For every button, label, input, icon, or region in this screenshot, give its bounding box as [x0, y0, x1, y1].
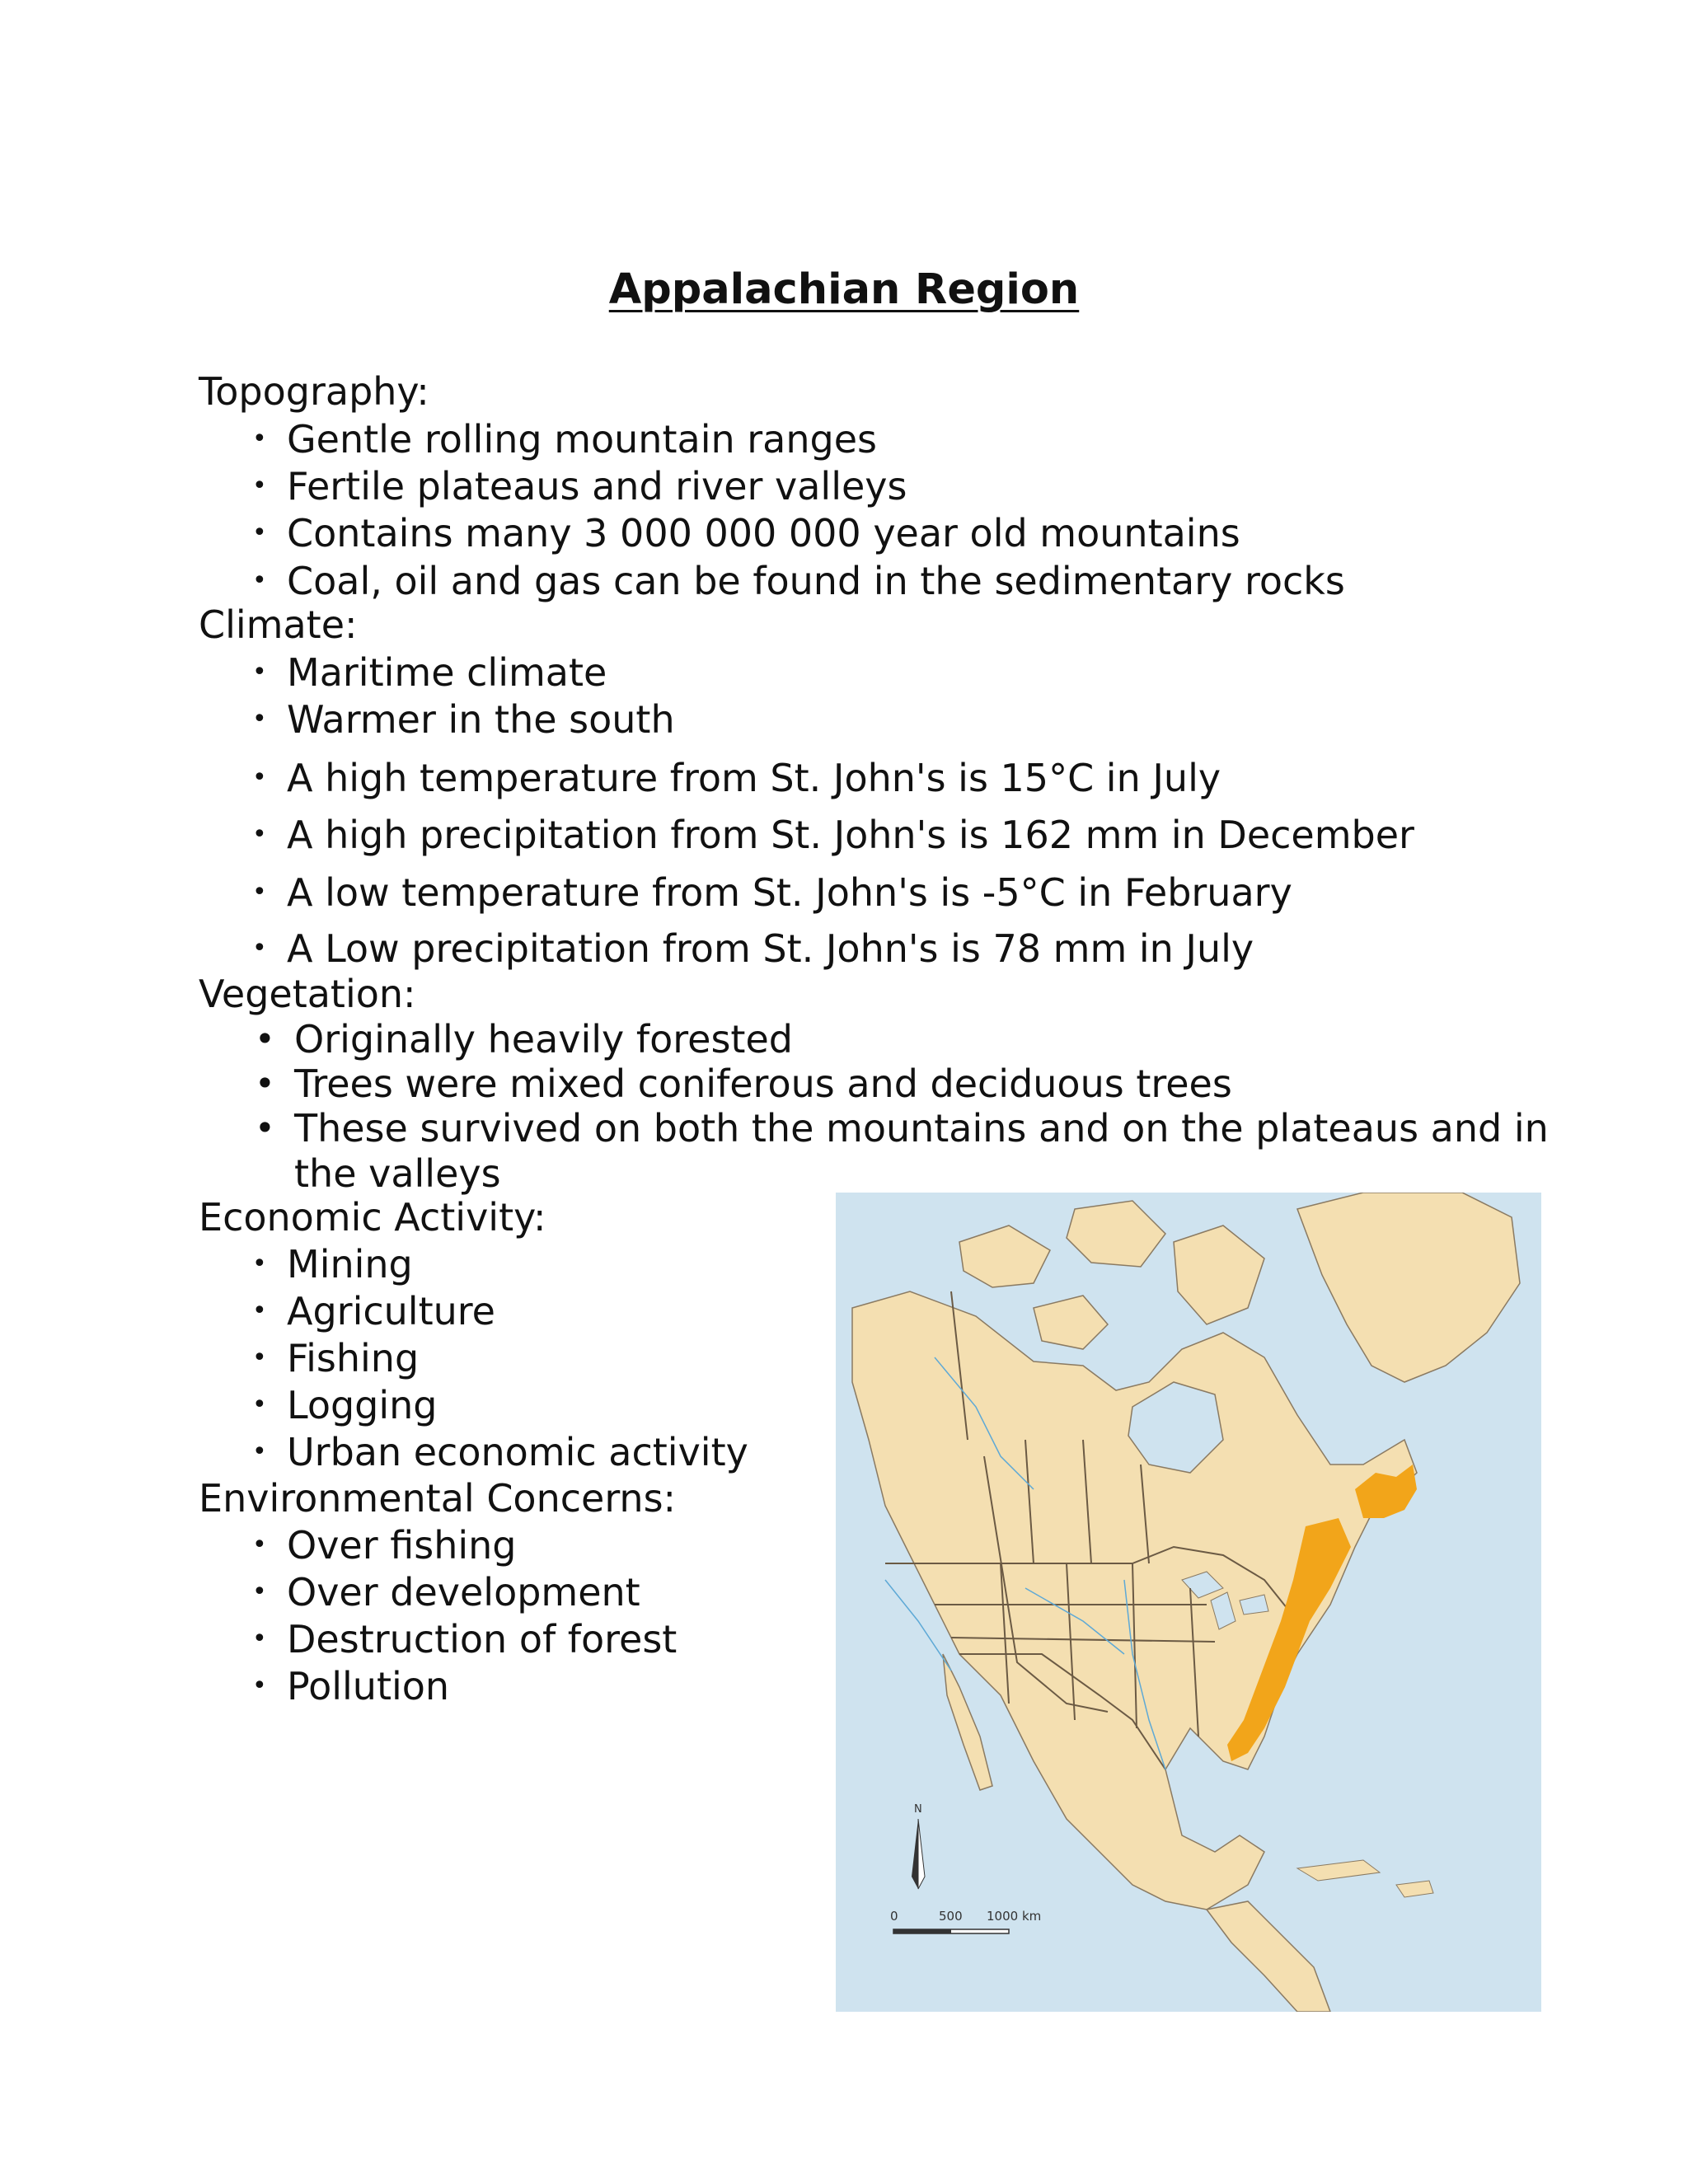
- climate-heading: Climate:: [199, 602, 358, 647]
- bullet: •: [252, 1249, 267, 1278]
- north-america-map: [836, 1193, 1541, 2012]
- economic-heading: Economic Activity:: [199, 1195, 546, 1240]
- bullet: •: [252, 1437, 267, 1466]
- bullet: •: [252, 820, 267, 849]
- bullet: •: [252, 1624, 267, 1653]
- list-item: • Warmer in the south: [252, 697, 675, 742]
- scale-bar: [893, 1929, 1009, 1933]
- bullet: •: [255, 1108, 275, 1148]
- bullet: •: [252, 1530, 267, 1559]
- bullet: •: [252, 1296, 267, 1325]
- bullet: •: [252, 1343, 267, 1372]
- bullet: •: [255, 1019, 275, 1059]
- list-item-continuation: the valleys: [294, 1151, 501, 1196]
- list-item: • Originally heavily forested: [255, 1017, 793, 1062]
- scale-label-0: 0: [890, 1909, 898, 1924]
- list-item: • Coal, oil and gas can be found in the sedimentary rocks: [252, 559, 1345, 603]
- bullet: •: [252, 878, 267, 907]
- environmental-heading: Environmental Concerns:: [199, 1476, 677, 1521]
- bullet: •: [252, 424, 267, 453]
- list-item: • Maritime climate: [252, 650, 607, 695]
- list-item: • Trees were mixed coniferous and deciduous trees: [255, 1062, 1232, 1106]
- list-item: • Fertile plateaus and river valleys: [252, 464, 907, 509]
- list-item: • A low temperature from St. John's is -5°C in February: [252, 870, 1292, 915]
- list-item: • Logging: [252, 1383, 438, 1427]
- bullet: •: [252, 518, 267, 547]
- vegetation-heading: Vegetation:: [199, 972, 416, 1016]
- list-item: • Over development: [252, 1570, 640, 1615]
- scale-label-500: 500: [939, 1909, 963, 1924]
- list-item: • Contains many 3 000 000 000 year old mountains: [252, 511, 1240, 555]
- list-item: • Over fishing: [252, 1523, 517, 1568]
- bullet: •: [252, 1671, 267, 1700]
- list-item: • A high temperature from St. John's is 15°C in July: [252, 756, 1221, 800]
- bullet: •: [252, 934, 267, 963]
- bullet: •: [252, 471, 267, 500]
- list-item: • Mining: [252, 1242, 413, 1286]
- bullet: •: [252, 658, 267, 687]
- list-item: • Pollution: [252, 1664, 450, 1708]
- scale-label-1000: 1000 km: [987, 1909, 1042, 1924]
- list-item: • These survived on both the mountains and on the plateaus and in: [255, 1106, 1549, 1151]
- list-item: • A Low precipitation from St. John's is 78 mm in July: [252, 926, 1254, 971]
- list-item: • A high precipitation from St. John's is 162 mm in December: [252, 813, 1414, 857]
- bullet: •: [252, 566, 267, 595]
- bullet: •: [252, 763, 267, 792]
- page-title: Appalachian Region: [608, 265, 1080, 314]
- list-item: • Gentle rolling mountain ranges: [252, 417, 877, 462]
- list-item: • Fishing: [252, 1336, 420, 1380]
- topography-heading: Topography:: [199, 369, 429, 414]
- list-item: • Urban economic activity: [252, 1430, 748, 1474]
- bullet: •: [252, 705, 267, 733]
- bullet: •: [252, 1577, 267, 1606]
- list-item: • Destruction of forest: [252, 1617, 678, 1661]
- list-item: • Agriculture: [252, 1289, 495, 1333]
- bullet: •: [255, 1063, 275, 1104]
- bullet: •: [252, 1390, 267, 1419]
- north-label: N: [914, 1803, 922, 1816]
